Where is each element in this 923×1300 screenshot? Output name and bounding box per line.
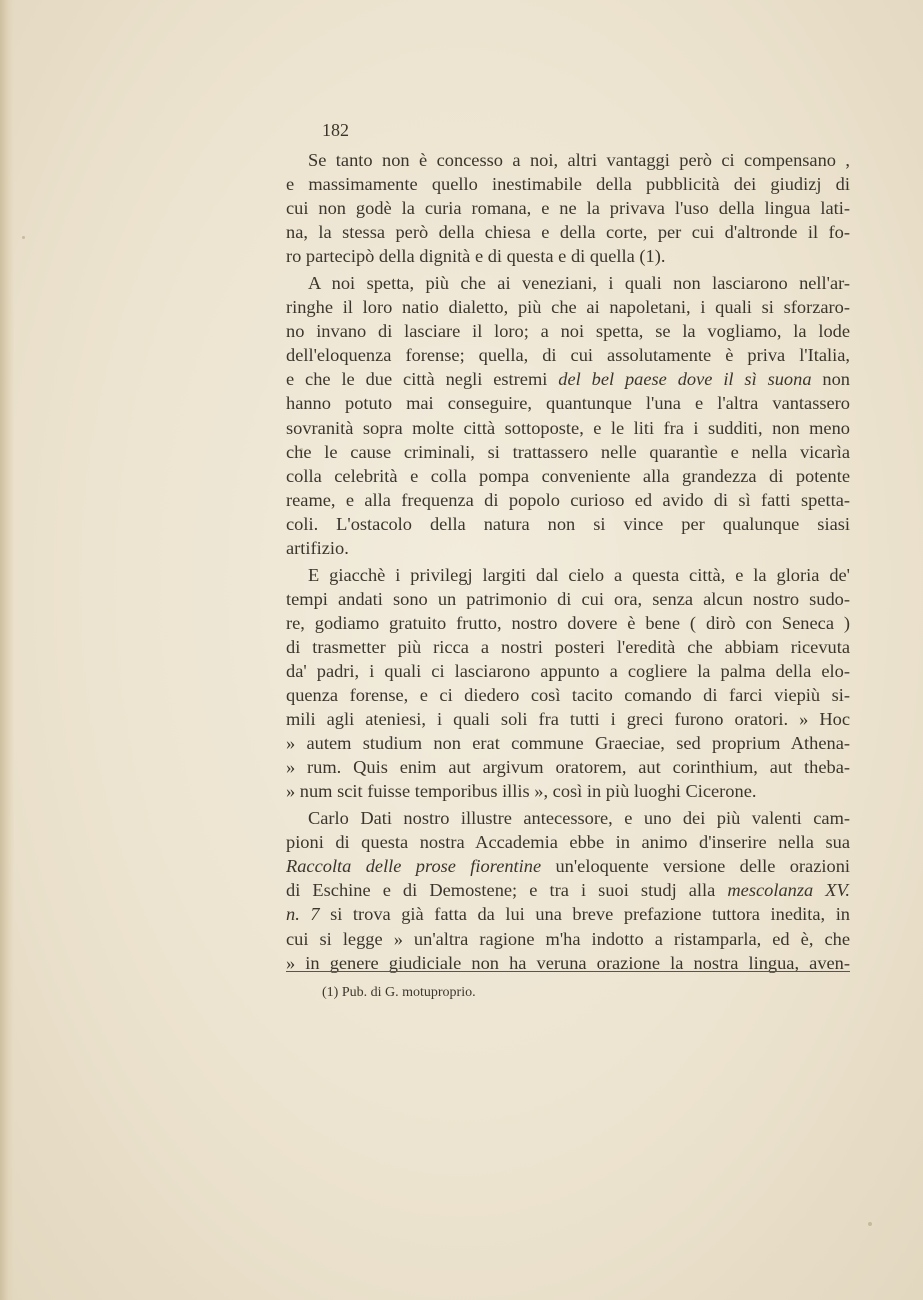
text-line: ringhe il loro natio dialetto, più che ai napoletani, i quali si sforzaro- <box>286 297 850 318</box>
text-line: re, godiamo gratuito frutto, nostro dovere è bene ( dirò con Seneca ) <box>286 612 850 633</box>
text-line: da' padri, i quali ci lasciarono appunto a cogliere la palma della elo- <box>286 660 850 681</box>
text-line: artifizio. <box>286 537 349 558</box>
text-line: cui non godè la curia romana, e ne la privava l'uso della lingua lati- <box>286 198 850 219</box>
text-line: reame, e alla frequenza di popolo curioso ed avido di sì fatti spetta- <box>286 489 850 510</box>
text-line: quenza forense, e ci diedero così tacito comando di farci viepiù si- <box>286 685 850 706</box>
text-line: » rum. Quis enim aut argivum oratorem, aut corinthium, aut theba- <box>286 757 850 778</box>
page-binding-edge <box>0 0 14 1300</box>
text-line: sovranità sopra molte città sottoposte, e le liti fra i sudditi, non meno <box>286 417 850 438</box>
text-line: e massimamente quello inestimabile della pubblicità dei giudizj di <box>286 174 850 195</box>
text-line-with-italic: di Eschine e di Demostene; e tra i suoi studj alla mescolanza XV. <box>286 880 850 901</box>
paragraph-3 <box>286 563 850 803</box>
text-line-with-italic: e che le due città negli estremi del bel paese dove il sì suona non <box>286 369 851 390</box>
paragraph-1 <box>286 148 850 268</box>
text-line: ro partecipò della dignità e di questa e di quella (1). <box>286 246 666 267</box>
text-line: che le cause criminali, si trattassero nelle quarantìe e nella vicarìa <box>286 441 850 462</box>
text-line: » num scit fuisse temporibus illis », così in più luoghi Cicerone. <box>286 781 757 802</box>
text-line: dell'eloquenza forense; quella, di cui assolutamente è priva l'Italia, <box>286 345 850 366</box>
text-line: A noi spetta, più che ai veneziani, i quali non lasciarono nell'ar- <box>308 273 850 294</box>
paper-speck <box>868 1222 872 1226</box>
footnote-rule <box>286 971 850 972</box>
text-line: pioni di questa nostra Accademia ebbe in animo d'inserire nella sua <box>286 832 850 853</box>
text-line: mili agli ateniesi, i quali soli fra tutti i greci furono oratori. » Hoc <box>286 709 850 730</box>
text-line: colla celebrità e colla pompa conveniente alla grandezza di potente <box>286 465 850 486</box>
text-line: hanno potuto mai conseguire, quantunque l'una e l'altra vantassero <box>286 393 850 414</box>
text-line: no invano di lasciare il loro; a noi spetta, se la vogliamo, la lode <box>286 321 850 342</box>
page-number: 182 <box>322 120 349 140</box>
text-line: na, la stessa però della chiesa e della corte, per cui d'altronde il fo- <box>286 222 850 243</box>
text-line: Carlo Dati nostro illustre antecessore, e uno dei più valenti cam- <box>308 808 850 829</box>
text-line: di trasmetter più ricca a nostri posteri l'eredità che abbiam ricevuta <box>286 636 850 657</box>
text-line: tempi andati sono un patrimonio di cui ora, senza alcun nostro sudo- <box>286 588 850 609</box>
paper-speck <box>22 236 25 239</box>
text-line: Se tanto non è concesso a noi, altri vantaggi però ci compensano , <box>308 150 850 170</box>
text-line: » autem studium non erat commune Graeciae, sed proprium Athena- <box>286 733 850 754</box>
paragraph-2 <box>286 271 850 560</box>
text-line: coli. L'ostacolo della natura non si vince per qualunque siasi <box>286 513 850 534</box>
text-line: E giacchè i privilegj largiti dal cielo a questa città, e la gloria de' <box>308 564 850 585</box>
text-line: cui si legge » un'altra ragione m'ha indotto a ristamparla, ed è, che <box>286 928 850 949</box>
text-line: » in genere giudiciale non ha veruna orazione la nostra lingua, aven- <box>286 952 850 973</box>
paragraph-4 <box>286 806 850 974</box>
text-line-with-italic: n. 7 si trova già fatta da lui una breve prefazione tuttora inedita, in <box>286 904 851 925</box>
footnote: (1) Pub. di G. motuproprio. <box>322 985 476 1000</box>
text-line-with-italic: Raccolta delle prose fiorentine un'eloquente versione delle orazioni <box>286 856 850 877</box>
body-text <box>286 148 850 978</box>
